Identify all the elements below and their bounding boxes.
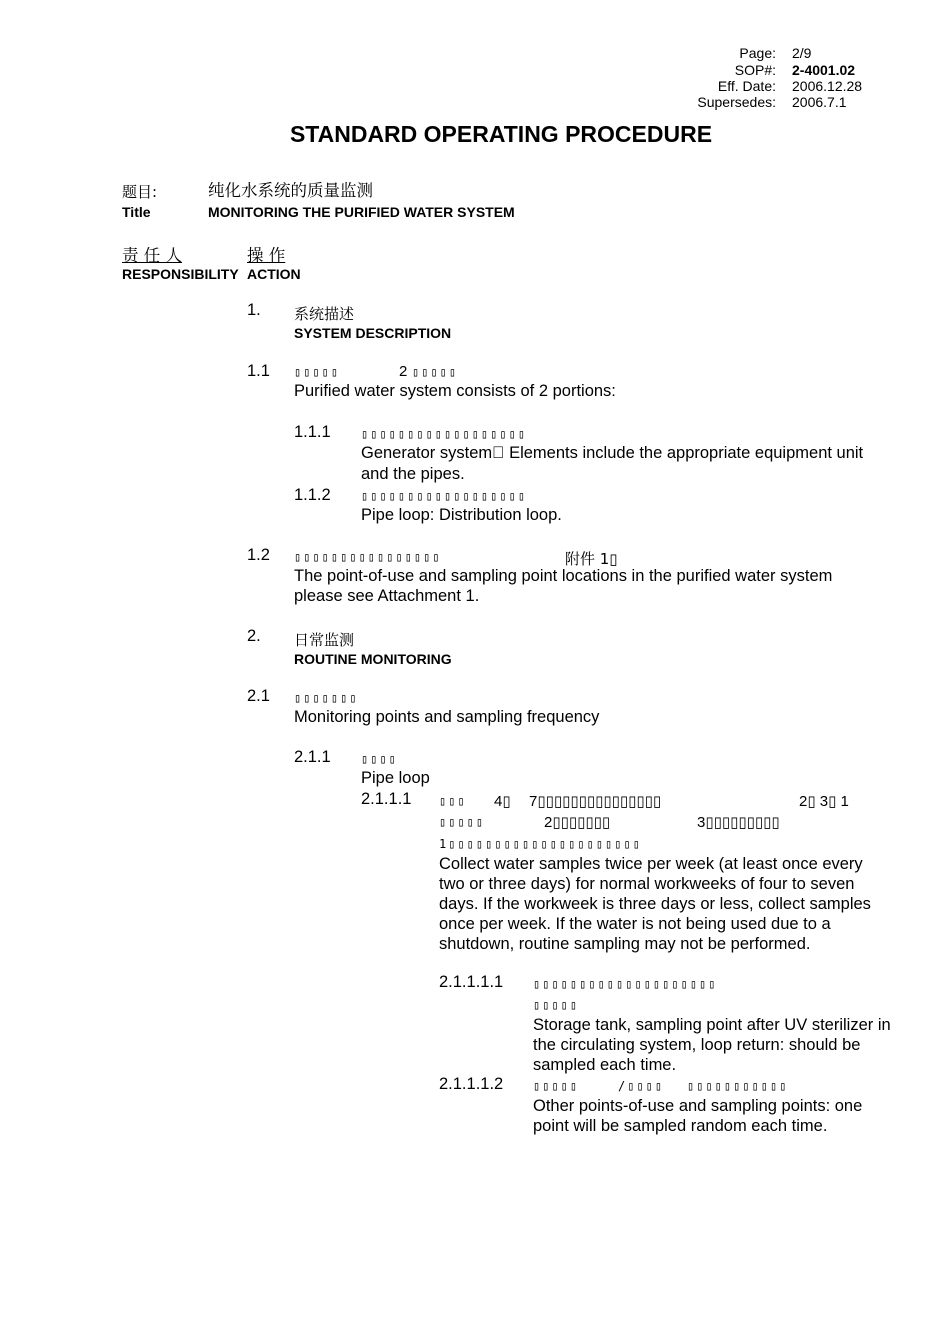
sop-label: SOP#: [734, 62, 776, 78]
section-number: 1.1.1 [294, 423, 331, 441]
section-number: 1. [247, 301, 261, 319]
untranslated-text: ▯▯▯▯▯ [294, 365, 341, 379]
section-number: 1.1 [247, 362, 270, 380]
untranslated-text: 1▯▯▯▯▯▯▯▯▯▯▯▯▯▯▯▯▯▯▯▯▯ [439, 837, 642, 851]
inline-number: 2▯ 3▯ 1 [799, 793, 849, 810]
responsibility-cn-header: 责 任 人 [122, 246, 182, 265]
section-text-en-line: Generator system  Elements include the appropriate equipment unit [361, 444, 864, 462]
untranslated-text: ▯▯▯▯▯▯▯▯▯▯▯▯▯▯▯▯▯▯ [361, 427, 528, 441]
section-text-en: Collect water samples twice per week (at least once every two or three days) for normal workweeks of four to seven days. If the workweek is three days or less, collect samples once per week. If the water is not being used due to a shutdown, routine sampling may not be performed. [439, 855, 871, 953]
section-text-en: Monitoring points and sampling frequency [294, 708, 600, 726]
section-heading-en: SYSTEM DESCRIPTION [294, 325, 452, 341]
eff-date-label: Eff. Date: [717, 78, 776, 94]
section-text-en-line: and the pipes. [361, 465, 465, 483]
title-cn-label: 题目: [122, 183, 158, 201]
section-number: 1.1.2 [294, 486, 331, 504]
page-label: Page: [739, 45, 776, 61]
untranslated-text: ▯▯▯▯▯ [533, 998, 580, 1012]
section-number: 1.2 [247, 546, 270, 564]
untranslated-text: ▯▯▯ [439, 794, 467, 808]
section-heading-cn: 系统描述 [294, 305, 355, 323]
title-en-value: MONITORING THE PURIFIED WATER SYSTEM [208, 204, 515, 220]
untranslated-text: ▯▯▯▯▯▯▯▯▯▯▯ [687, 1079, 789, 1093]
attachment-ref: 附件 1▯ [565, 550, 618, 568]
section-text-en: Purified water system consists of 2 portions: [294, 382, 616, 400]
section-number: 2.1.1.1.1 [439, 973, 504, 991]
sop-value: 2-4001.02 [792, 62, 856, 78]
section-text-en: Other points-of-use and sampling points: one point will be sampled random each time. [533, 1097, 863, 1135]
inline-number: 2 [399, 363, 408, 380]
supersedes-value: 2006.7.1 [792, 94, 847, 110]
title-en-label: Title [122, 204, 151, 220]
section-number: 2.1.1.1.2 [439, 1075, 504, 1093]
section-text-en-line: please see Attachment 1. [294, 587, 480, 605]
untranslated-text: ▯▯▯▯▯▯▯▯▯▯▯▯▯▯▯▯ [294, 550, 442, 564]
section-number: 2.1 [247, 687, 270, 705]
section-number: 2.1.1.1 [361, 790, 412, 808]
eff-date-value: 2006.12.28 [792, 78, 863, 94]
inline-number: 7▯▯▯▯▯▯▯▯▯▯▯▯▯▯▯ [529, 793, 662, 810]
section-heading-cn: 日常监测 [294, 631, 355, 649]
page-value: 2/9 [792, 45, 812, 61]
section-text-en: Storage tank, sampling point after UV sterilizer in the circulating system, loop return: should be sampled each time. [533, 1016, 891, 1074]
section-number: 2. [247, 627, 261, 645]
untranslated-text: ▯▯▯▯▯ [412, 365, 459, 379]
section-text-en: Pipe loop [361, 769, 430, 787]
section-text-en-line: The point-of-use and sampling point locations in the purified water system [294, 567, 833, 585]
section-number: 2.1.1 [294, 748, 331, 766]
untranslated-text: ▯▯▯▯▯▯▯▯▯▯▯▯▯▯▯▯▯▯ [361, 489, 528, 503]
inline-number: 3▯▯▯▯▯▯▯▯▯ [697, 814, 780, 831]
supersedes-label: Supersedes: [697, 94, 776, 110]
section-text-en: Pipe loop: Distribution loop. [361, 506, 562, 524]
action-cn-header: 操 作 [247, 246, 286, 265]
untranslated-text: /▯▯▯▯ [618, 1079, 665, 1093]
action-en-header: ACTION [247, 266, 301, 282]
untranslated-text: ▯▯▯▯▯ [533, 1079, 580, 1093]
untranslated-text: ▯▯▯▯▯ [439, 815, 486, 829]
untranslated-text: ▯▯▯▯▯▯▯ [294, 691, 359, 705]
responsibility-en-header: RESPONSIBILITY [122, 266, 239, 282]
title-cn-value: 纯化水系统的质量监测 [208, 181, 373, 200]
inline-number: 2▯▯▯▯▯▯▯ [544, 814, 611, 831]
section-heading-en: ROUTINE MONITORING [294, 651, 452, 667]
untranslated-text: ▯▯▯▯▯▯▯▯▯▯▯▯▯▯▯▯▯▯▯▯ [533, 977, 718, 991]
untranslated-text: ▯▯▯▯ [361, 752, 398, 766]
document-title: STANDARD OPERATING PROCEDURE [289, 121, 713, 147]
inline-number: 4▯ [494, 793, 511, 810]
